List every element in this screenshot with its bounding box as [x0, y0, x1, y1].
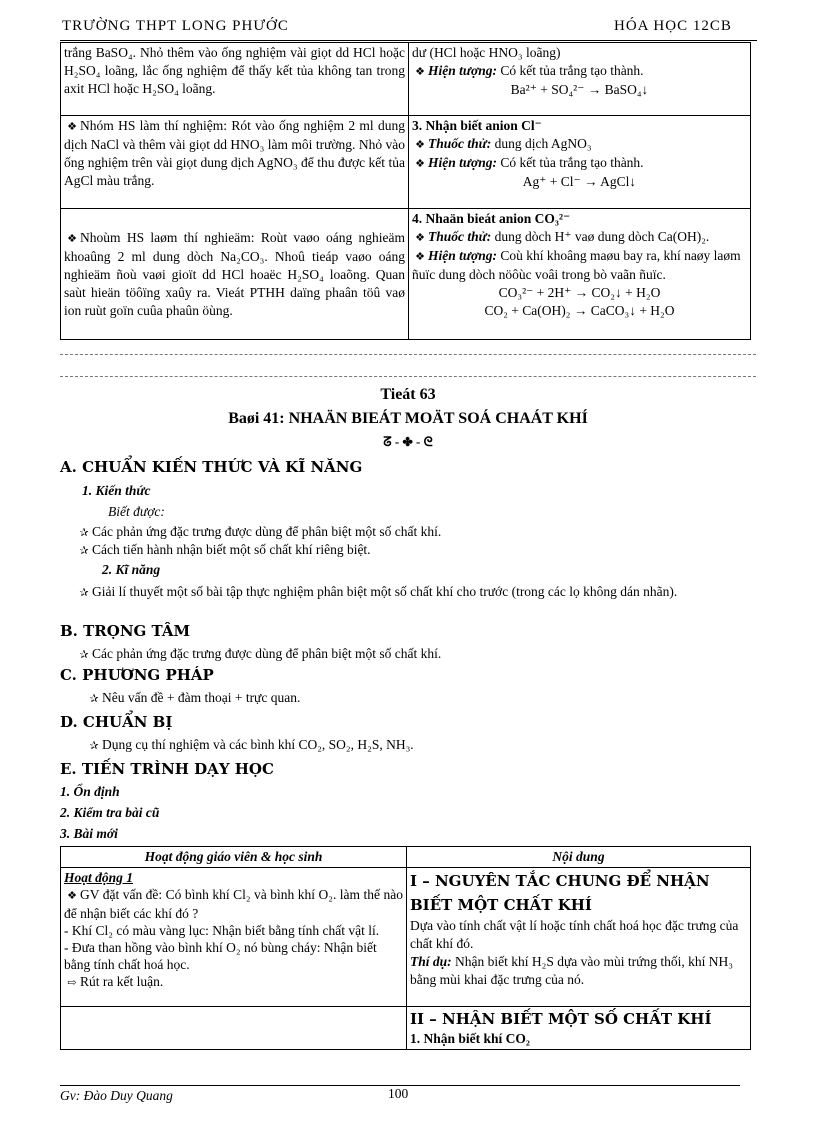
- column-header: Nội dung: [407, 847, 751, 868]
- subsection-skill: 2. Kĩ năng: [102, 562, 161, 577]
- equation: CO₂ + Ca(OH)₂ → CaCO₃↓ + H₂O: [484, 303, 675, 318]
- diamond-bullet-icon: ❖: [415, 158, 425, 170]
- continuation-table: [60, 42, 751, 340]
- ornament: ᘔ - ✤ - ᘓ: [383, 434, 433, 449]
- star-bullet-icon: ✰: [79, 587, 89, 599]
- step-1: 1. Ổn định: [60, 784, 120, 799]
- section-b-title: B. TRỌNG TÂM: [60, 622, 191, 640]
- diamond-bullet-icon: ❖: [415, 251, 425, 263]
- cell-heading: 4. Nhaän bieát anion CO₃²⁻: [412, 211, 571, 226]
- header-rule: [60, 40, 757, 41]
- table-header-row: [61, 847, 751, 868]
- lesson-title: Baøi 41: NHAÄN BIEÁT MOÄT SOÁ CHAÁT KHÍ: [228, 410, 588, 427]
- table-row: [61, 868, 751, 1007]
- cell-text: Nhoùm HS laøm thí nghieäm: Roùt vaøo oáng nghieäm khoaûng 2 ml dung dòch Na₂CO₃. Nhoû tieáp vaøo oáng nghieäm ñoù vaøi gioït dd HCl hoaëc H₂SO₄ loaõng. Quan saùt hieän töôïng xaûy ra. Vieát PTHH daïng phaân töû vaø ion ruùt goïn cuûa phaûn öùng.: [64, 229, 405, 318]
- label: Hiện tượng:: [428, 248, 497, 263]
- table-cell: [61, 1007, 407, 1050]
- table-cell: [409, 43, 751, 116]
- cell-text: Nhận biết khí H₂S dựa vào mùi trứng thối, khí NH₃ bằng mùi khai đặc trưng của nó.: [410, 954, 733, 987]
- activity-label: Hoạt động 1: [64, 870, 134, 885]
- page-number: 100: [388, 1086, 409, 1101]
- equation: Ba²⁺ + SO₄²⁻ → BaSO₄↓: [510, 82, 649, 97]
- list-item: Giải lí thuyết một số bài tập thực nghiệm phân biệt một số chất khí cho trước (trong các lọ không dán nhãn).: [92, 584, 678, 599]
- list-item: Các phản ứng đặc trưng được dùng để phân biệt một số chất khí.: [92, 524, 442, 539]
- cell-text: - Khí Cl₂ có màu vàng lục: Nhận biết bằng tính chất vật lí.: [64, 923, 380, 938]
- step-3: 3. Bài mới: [60, 826, 118, 841]
- column-header: Hoạt động giáo viên & học sinh: [61, 847, 407, 868]
- star-bullet-icon: ✰: [79, 545, 89, 557]
- table-row: [61, 209, 751, 340]
- subsection-knowledge: 1. Kiến thức: [82, 483, 151, 498]
- equation: Ag⁺ + Cl⁻ → AgCl↓: [522, 174, 637, 189]
- cell-text: dư (HCl hoặc HNO₃ loãng): [412, 45, 561, 60]
- label: Hiện tượng:: [428, 63, 497, 78]
- table-row: [61, 1007, 751, 1050]
- diamond-bullet-icon: ❖: [67, 121, 77, 133]
- diamond-bullet-icon: ❖: [415, 66, 425, 78]
- activity-table: [60, 846, 751, 1050]
- content-subheading: 1. Nhận biết khí CO₂: [410, 1031, 530, 1046]
- table-cell: [61, 209, 409, 340]
- section-e-title: E. TIẾN TRÌNH DẠY HỌC: [60, 760, 274, 778]
- star-bullet-icon: ✰: [79, 527, 89, 539]
- cell-text: - Đưa than hồng vào bình khí O₂ nó bùng cháy: Nhận biết bằng tính chất hoá học.: [64, 940, 377, 972]
- label: Thí dụ:: [410, 954, 452, 969]
- table-cell: [407, 868, 751, 1007]
- cell-text: Nhóm HS làm thí nghiệm: Rót vào ống nghiệm 2 ml dung dịch NaCl và thêm vài giọt dd HNO₃ làm môi trường. Nhỏ vào ống nghiệm trên vài giọt dung dịch AgNO₃ để thu được kết tủa AgCl màu trắng.: [64, 118, 405, 188]
- table-cell: [61, 868, 407, 1007]
- table-cell: [409, 116, 751, 209]
- diamond-bullet-icon: ❖: [415, 139, 425, 151]
- diamond-bullet-icon: ❖: [415, 232, 425, 244]
- label: Thuốc thử:: [428, 229, 492, 244]
- dotted-divider: [60, 376, 756, 377]
- content-heading: I – NGUYÊN TẮC CHUNG ĐỂ NHẬN BIẾT MỘT CHẤT KHÍ: [410, 872, 710, 914]
- cell-text: Coù khí khoâng maøu bay ra, khí naøy laøm ñuïc dung dòch nöôùc voâi trong bò vaãn ñuïc.: [412, 248, 741, 282]
- star-bullet-icon: ✰: [89, 740, 99, 752]
- author: Gv: Đào Duy Quang: [60, 1088, 173, 1103]
- cell-text: Có kết tủa trắng tạo thành.: [496, 63, 644, 78]
- table-row: [61, 116, 751, 209]
- table-cell: [61, 116, 409, 209]
- cell-heading: 3. Nhận biết anion Cl⁻: [412, 118, 542, 133]
- cell-text: Dựa vào tính chất vật lí hoặc tính chất hoá học đặc trưng của chất khí đó.: [410, 918, 739, 951]
- table-row: [61, 43, 751, 116]
- equation: CO₃²⁻ + 2H⁺ → CO₂↓ + H₂O: [498, 285, 661, 300]
- arrow-right-icon: ⇨: [67, 977, 77, 989]
- table-cell: [409, 209, 751, 340]
- cell-text: Có kết tủa trắng tạo thành.: [496, 155, 644, 170]
- cell-text: dung dòch H⁺ vaø dung dòch Ca(OH)₂.: [491, 229, 710, 244]
- list-item: Dụng cụ thí nghiệm và các bình khí CO₂, SO₂, H₂S, NH₃.: [102, 737, 414, 752]
- section-a-title: A. CHUẨN KIẾN THỨC VÀ KĨ NĂNG: [60, 458, 363, 476]
- section-c-title: C. PHƯƠNG PHÁP: [60, 666, 214, 684]
- school-name: TRƯỜNG THPT LONG PHƯỚC: [62, 18, 289, 34]
- list-item: Cách tiến hành nhận biết một số chất khí riêng biệt.: [92, 542, 371, 557]
- section-d-title: D. CHUẨN BỊ: [60, 713, 173, 731]
- dotted-divider: [60, 354, 756, 355]
- cell-text: Rút ra kết luận.: [80, 974, 164, 989]
- label: Thuốc thử:: [428, 136, 492, 151]
- list-item: Các phản ứng đặc trưng được dùng để phân biệt một số chất khí.: [92, 646, 442, 661]
- diamond-bullet-icon: ❖: [67, 890, 77, 902]
- cell-text: GV đặt vấn đề: Có bình khí Cl₂ và bình khí O₂. làm thế nào để nhận biết các khí đó ?: [64, 887, 403, 921]
- table-cell: trắng BaSO₄. Nhỏ thêm vào ống nghiệm vài giọt dd HCl hoặc H₂SO₄ loãng, lắc ống nghiệm để thấy kết tủa không tan trong axit HCl hoặc H₂SO₄ loãng.: [61, 43, 409, 116]
- table-cell: [407, 1007, 751, 1050]
- subject-label: HÓA HỌC 12CB: [614, 18, 732, 34]
- label: Hiện tượng:: [428, 155, 497, 170]
- diamond-bullet-icon: ❖: [67, 232, 77, 245]
- list-item: Nêu vấn đề + đàm thoại + trực quan.: [102, 690, 301, 705]
- learned-label: Biết được:: [108, 504, 165, 519]
- step-2: 2. Kiểm tra bài cũ: [60, 805, 160, 820]
- period-number: Tieát 63: [380, 386, 436, 403]
- content-heading: II – NHẬN BIẾT MỘT SỐ CHẤT KHÍ: [410, 1010, 712, 1028]
- star-bullet-icon: ✰: [79, 649, 89, 661]
- star-bullet-icon: ✰: [89, 693, 99, 705]
- cell-text: dung dịch AgNO₃: [491, 136, 592, 151]
